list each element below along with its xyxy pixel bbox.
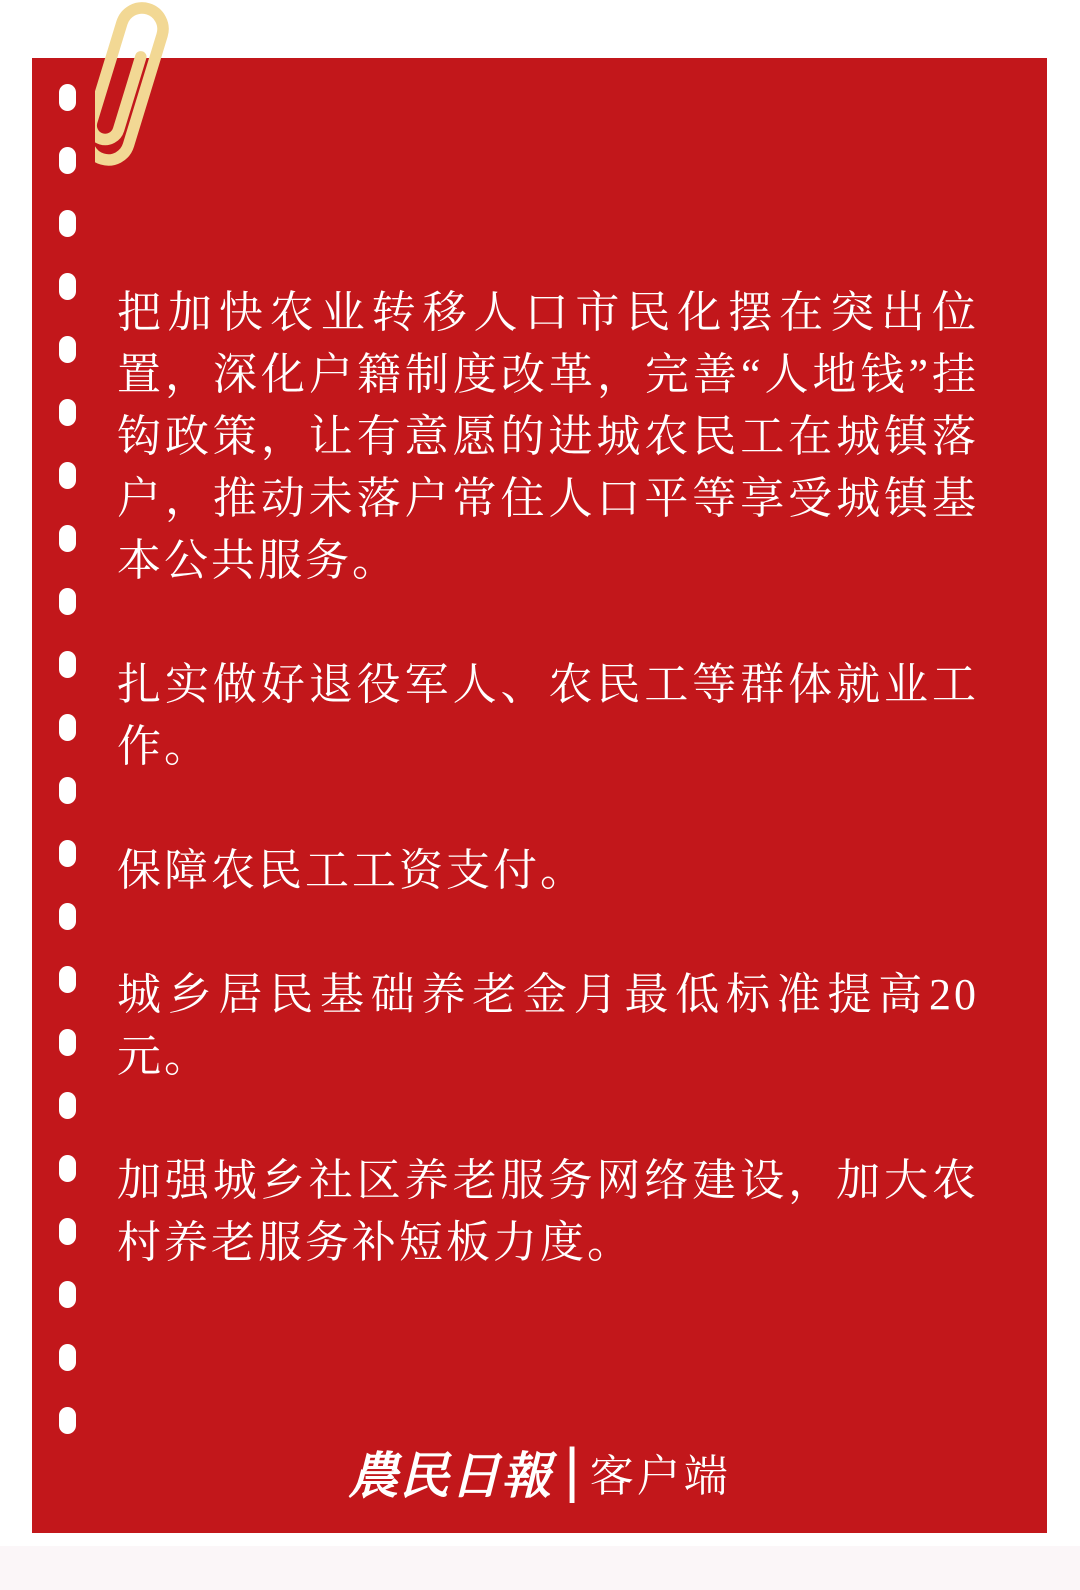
hole-dot xyxy=(59,1344,76,1371)
perforation-holes xyxy=(59,84,76,1470)
policy-text-block xyxy=(117,282,979,1336)
farmers-daily-logo: 農民日報 xyxy=(348,1448,553,1504)
hole-dot xyxy=(59,1092,76,1119)
bottom-strip xyxy=(0,1546,1080,1590)
hole-dot xyxy=(59,651,76,678)
hole-dot xyxy=(59,1281,76,1308)
policy-paragraph-4: 城乡居民基础养老金月最低标准提高20元。 xyxy=(117,970,979,1081)
hole-dot xyxy=(59,903,76,930)
red-note-card xyxy=(32,58,1047,1533)
hole-dot xyxy=(59,840,76,867)
hole-dot xyxy=(59,462,76,489)
hole-dot xyxy=(59,210,76,237)
client-label: 客户端 xyxy=(589,1452,731,1501)
hole-dot xyxy=(59,147,76,174)
footer-logo xyxy=(32,1436,1047,1508)
policy-paragraph-3: 保障农民工工资支付。 xyxy=(117,846,587,895)
hole-dot xyxy=(59,84,76,111)
hole-dot xyxy=(59,966,76,993)
policy-paragraph-2: 扎实做好退役军人、农民工等群体就业工作。 xyxy=(117,660,979,771)
logo-divider: | xyxy=(564,1436,580,1503)
policy-paragraph-5: 加强城乡社区养老服务网络建设，加大农村养老服务补短板力度。 xyxy=(117,1156,979,1267)
hole-dot xyxy=(59,714,76,741)
hole-dot xyxy=(59,399,76,426)
paperclip-icon xyxy=(95,0,235,204)
policy-paragraph-1: 把加快农业转移人口市民化摆在突出位置，深化户籍制度改革，完善“人地钱”挂钩政策，让有意愿的进城农民工在城镇落户，推动未落户常住人口平等享受城镇基本公共服务。 xyxy=(117,288,979,585)
hole-dot xyxy=(59,525,76,552)
hole-dot xyxy=(59,336,76,363)
hole-dot xyxy=(59,1155,76,1182)
hole-dot xyxy=(59,1029,76,1056)
hole-dot xyxy=(59,588,76,615)
hole-dot xyxy=(59,273,76,300)
hole-dot xyxy=(59,1218,76,1245)
hole-dot xyxy=(59,1407,76,1434)
hole-dot xyxy=(59,777,76,804)
